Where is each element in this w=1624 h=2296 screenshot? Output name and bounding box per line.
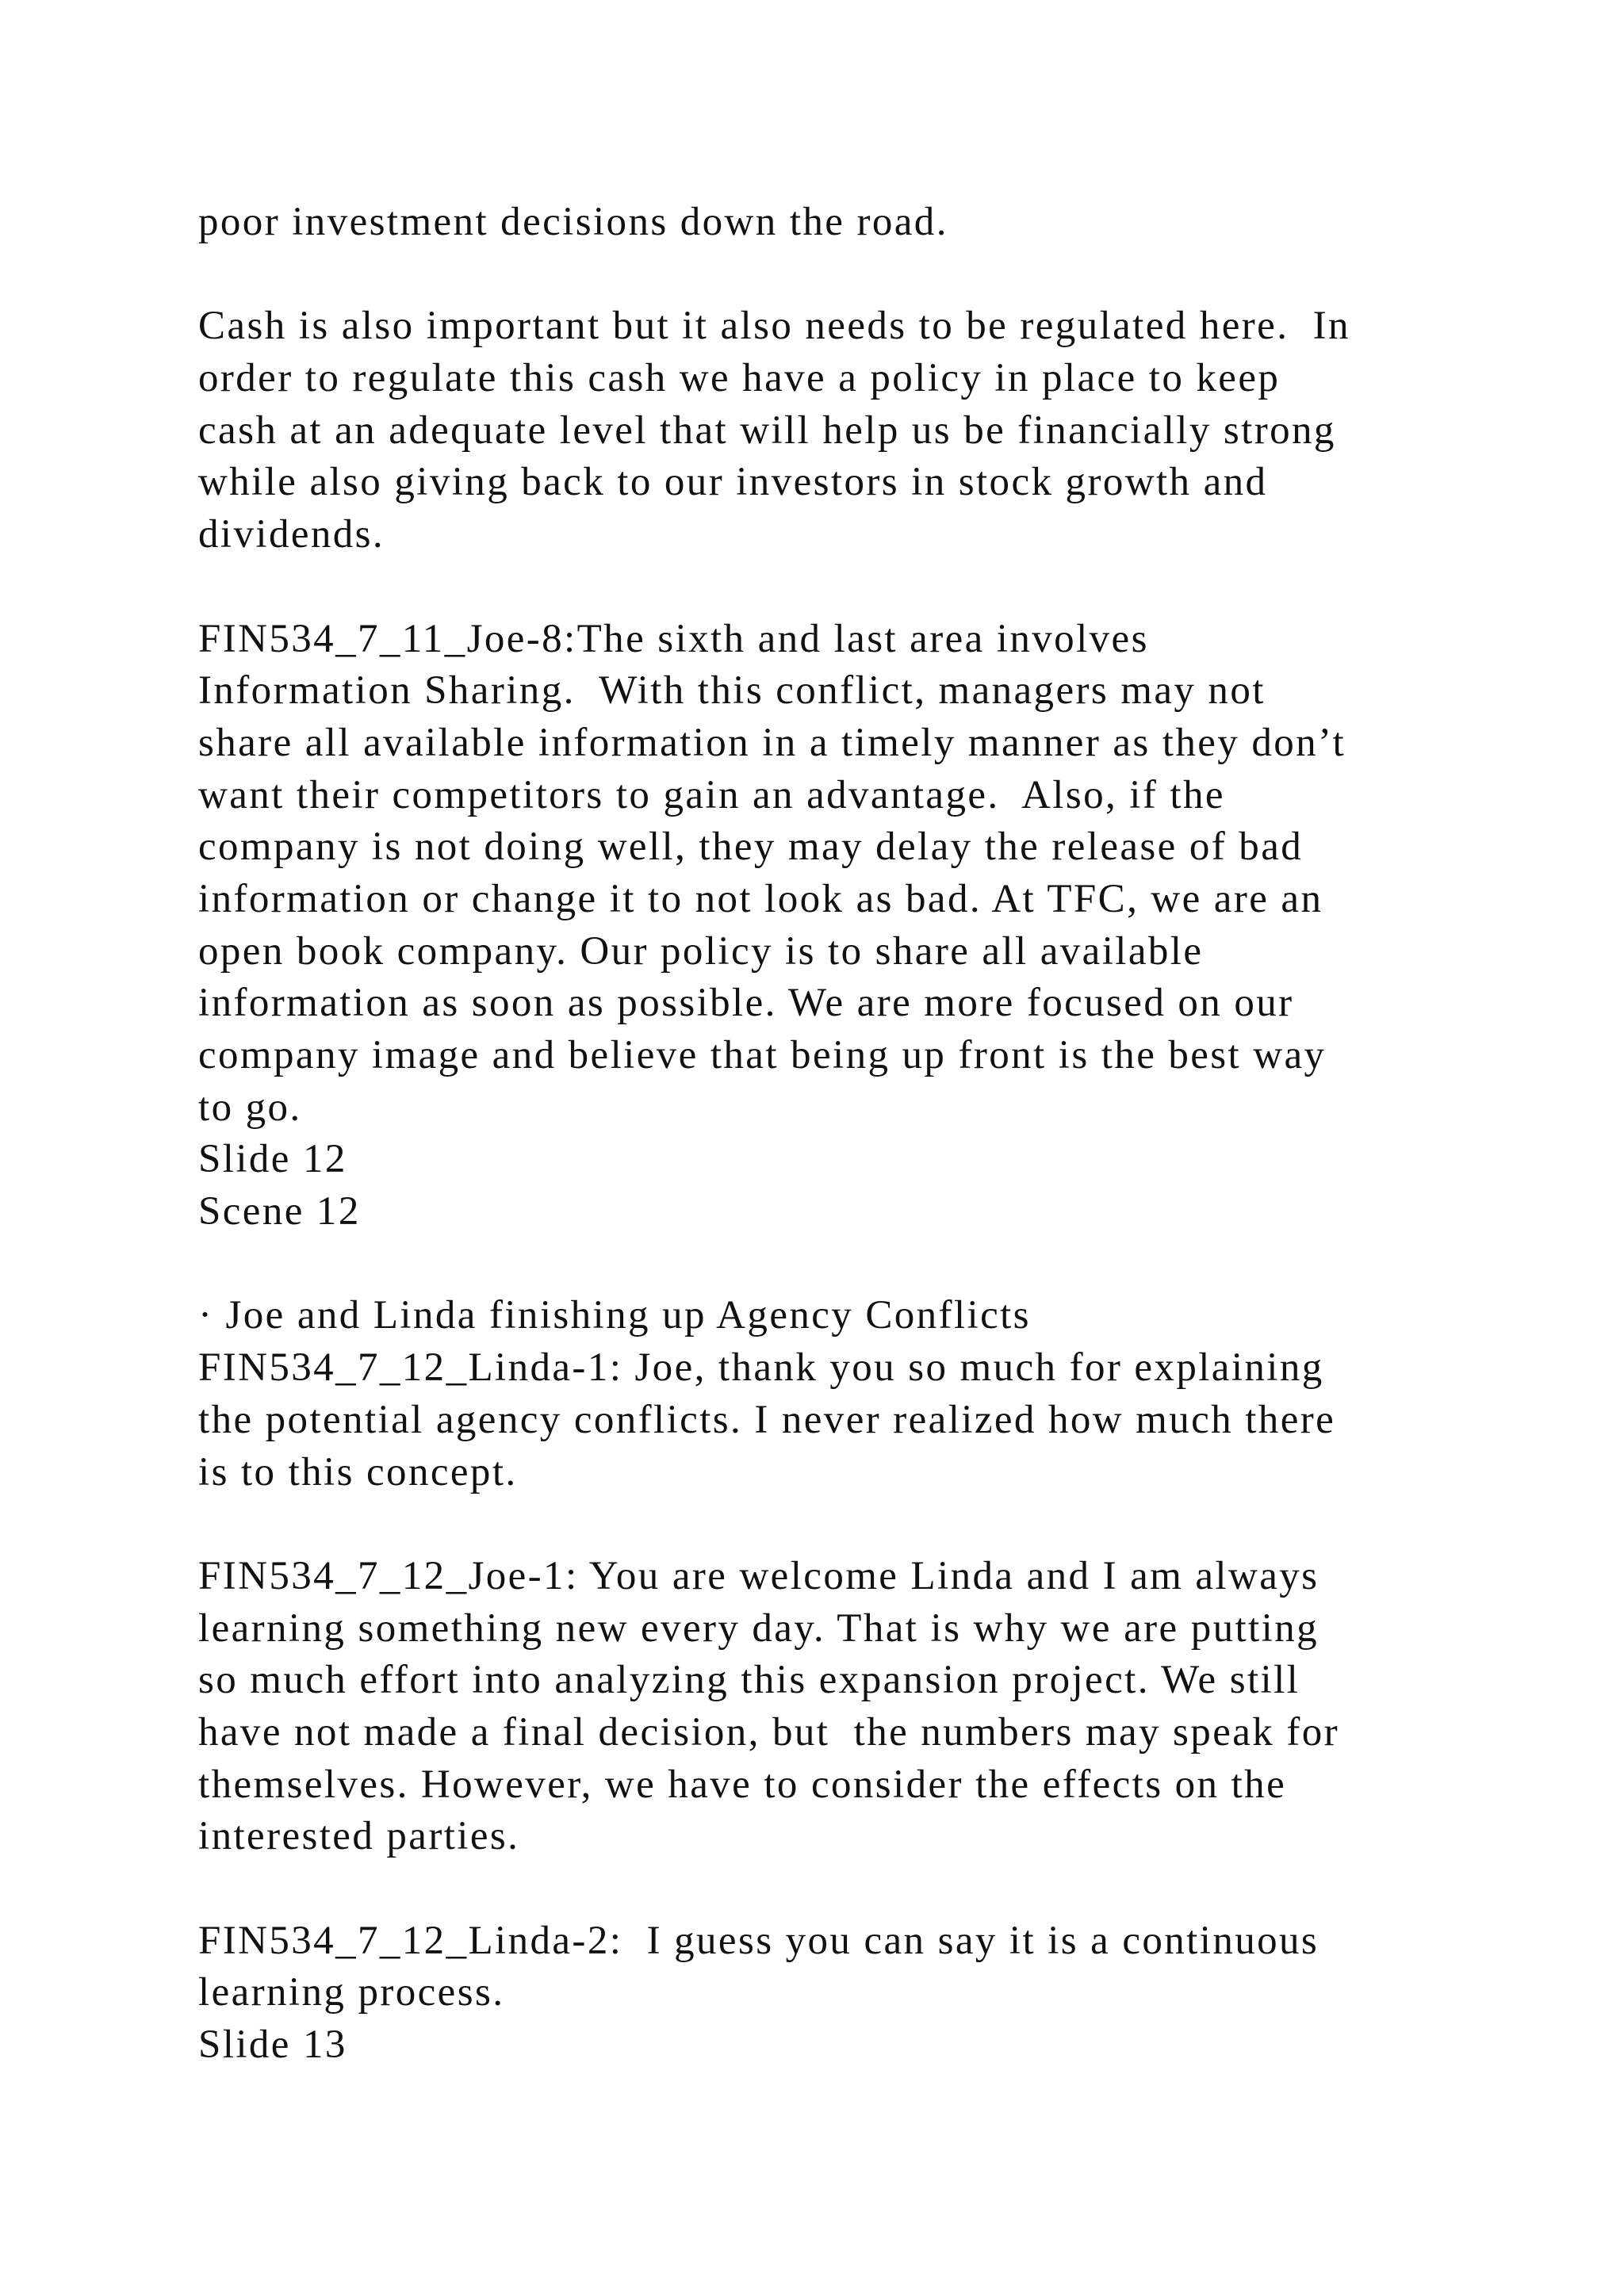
paragraph [198, 1551, 1499, 1863]
text-line: learning process. [198, 1970, 505, 2015]
text-line: cash at an adequate level that will help us be financially strong [198, 408, 1336, 453]
text-line: the potential agency conflicts. I never realized how much there [198, 1397, 1336, 1442]
text-line: FIN534_7_11_Joe-8:The sixth and last area involves [198, 616, 1149, 661]
document-page [198, 197, 1499, 2072]
paragraph-gap [198, 1498, 1499, 1551]
text-line: FIN534_7_12_Linda-2: I guess you can say it is a continuous [198, 1918, 1320, 1963]
paragraph [198, 614, 1499, 1238]
text-line: share all available information in a timely manner as they don’t [198, 720, 1346, 765]
text-line: information as soon as possible. We are more focused on our [198, 981, 1294, 1026]
paragraph [198, 1290, 1499, 1498]
text-line: is to this concept. [198, 1449, 518, 1494]
text-line: FIN534_7_12_Joe-1: You are welcome Linda and I am always [198, 1553, 1320, 1598]
text-line: want their competitors to gain an advantage. Also, if the [198, 772, 1225, 817]
text-line: so much effort into analyzing this expansion project. We still [198, 1658, 1300, 1703]
text-line: dividends. [198, 512, 385, 557]
text-line: FIN534_7_12_Linda-1: Joe, thank you so much for explaining [198, 1345, 1324, 1391]
bullet-item: · Joe and Linda finishing up Agency Conflicts [198, 1293, 1031, 1338]
text-line: to go. [198, 1085, 302, 1130]
paragraph [198, 300, 1499, 561]
paragraph-gap [198, 1863, 1499, 1915]
paragraph-gap [198, 561, 1499, 614]
text-line: Cash is also important but it also needs to be regulated here. In [198, 304, 1350, 349]
text-line: have not made a final decision, but the numbers may speak for [198, 1709, 1339, 1755]
text-line: themselves. However, we have to consider the effects on the [198, 1762, 1287, 1807]
paragraph-gap [198, 1238, 1499, 1291]
text-line: open book company. Our policy is to share all available [198, 928, 1204, 974]
scene-label: Scene 12 [198, 1189, 361, 1234]
text-line: while also giving back to our investors in stock growth and [198, 460, 1268, 505]
text-line: company image and believe that being up front is the best way [198, 1033, 1327, 1077]
slide-label: Slide 12 [198, 1137, 347, 1182]
slide-label: Slide 13 [198, 2022, 347, 2068]
paragraph [198, 197, 1499, 249]
text-line: learning something new every day. That is why we are putting [198, 1605, 1319, 1651]
text-line: company is not doing well, they may delay the release of bad [198, 825, 1304, 870]
text-line: poor investment decisions down the road. [198, 200, 948, 244]
text-line: order to regulate this cash we have a policy in place to keep [198, 356, 1281, 401]
paragraph-gap [198, 249, 1499, 301]
text-line: interested parties. [198, 1814, 520, 1859]
paragraph [198, 1915, 1499, 2072]
text-line: information or change it to not look as bad. At TFC, we are an [198, 876, 1323, 921]
text-line: Information Sharing. With this conflict, managers may not [198, 668, 1266, 714]
